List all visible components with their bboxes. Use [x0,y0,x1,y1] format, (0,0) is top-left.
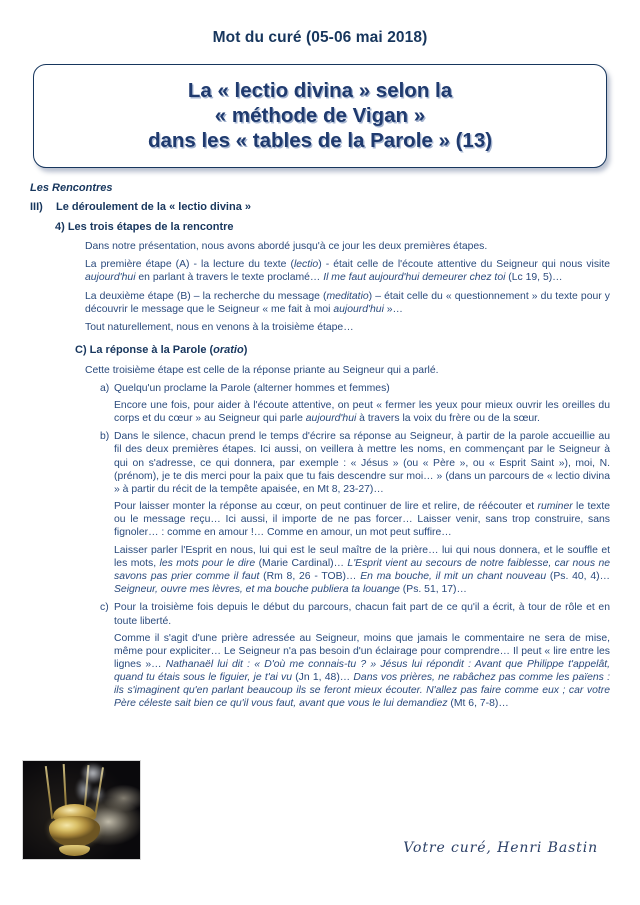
item-a-sub-italic: aujourd'hui [305,413,357,425]
item-b-sub1-part-3: le texte ou le message reçu… Ici aussi, il importe de ne pas forcer… Laisser venir, sans trop construire, sans fignoler… : comme en amour !… Comme en amour, un mot peut suffire… [114,500,611,538]
section-kicker: Les Rencontres [30,182,113,194]
paragraph-transition: Tout naturellement, nous en venons à la troisième étape… [85,321,354,333]
document-body [0,182,640,710]
thurible-incense-photo [22,760,141,860]
banner-line-2: « méthode de Vigan » [214,104,426,127]
heading-section-letter-c [75,344,610,357]
paragraph-second-step [30,290,610,316]
photo-background [23,761,140,859]
heading-section-roman [30,201,610,214]
censer-base [59,845,89,856]
banner-line-1: La « lectio divina » selon la [187,79,453,102]
signature: Votre curé, Henri Bastin [403,840,598,856]
title-banner-wrapper [33,64,607,168]
item-b-sub2-part-5: (Rm 8, 26 - TOB)… [259,571,361,583]
p3-italic-meditatio: meditatio [326,290,369,302]
list-item-b-text: Dans le silence, chacun prend le temps d'écrire sa réponse au Seigneur, à partir de la parole accueillie au fil des deux premières étapes. Ici aussi, on veillera à mettre les noms, en commençant par le Seigneur à qui on s'adresse, ce qui donnera, par exemple : « Jésus » (ou « Père », ou « Esprit Saint »), moi, N. (prénom), je te dis merci pour la paix que tu fais descendre sur moi… » (dans un parcours de « lectio divina » à partir du récit de la tempête apaisée, en Mt 8, 23-27)… [114,431,610,495]
list-item-b-marker: b) [100,431,110,443]
list-item-a [30,382,610,395]
item-c-sub-part-5: (Mt 6, 7-8)… [447,698,509,710]
item-b-sub1-italic-ruminer: ruminer [537,500,573,512]
page-header-title: Mot du curé (05-06 mai 2018) [212,29,428,46]
item-b-sub2-part-3: (Marie Cardinal)… [255,558,348,570]
p3-part-a: La deuxième étape (B) – la recherche du message ( [85,290,327,302]
letter-c-part-c: ) [243,343,248,356]
list-item-c [30,601,610,627]
p3-italic-aujourdhui: aujourd'hui [333,303,384,315]
p2-italic-lectio: lectio [293,259,319,271]
item-b-sub2-part-9: (Ps. 51, 17)… [399,584,467,596]
paragraph-item-a-sub [30,399,610,425]
banner-line-3: dans les « tables de la Parole » (13) [147,129,493,152]
paragraph-first-step [30,258,610,284]
p2-part-a: La première étape (A) - la lecture du texte ( [85,259,294,271]
paragraph-third-step-intro: Cette troisième étape est celle de la réponse priante au Seigneur qui a parlé. [85,364,439,376]
p2-italic-aujourdhui: aujourd'hui [85,272,136,284]
item-b-sub2-part-1: Laisser parler l'Esprit en nous, lui qui est le seul maître de la prière… lui qui nous donnera, et le souffle et les mots, [114,545,610,570]
paragraph-item-c-sub [30,632,610,711]
list-item-c-text: Pour la troisième fois depuis le début du parcours, chacun fait part de ce qu'il a écrit, à tour de rôle et en toute liberté. [114,602,610,627]
list-item-c-marker: c) [100,602,109,614]
paragraph-item-b-sub-1 [30,500,610,539]
p2-italic-quote: Il me faut aujourd'hui demeurer chez toi [323,272,506,284]
item-b-sub2-italic-mots: les mots pour le dire [159,558,256,570]
list-item-a-marker: a) [100,383,110,395]
item-c-sub-italic-mt6: Dans vos prières, ne rabâchez pas comme les païens : ils s'imaginent qu'en parlant beaucoup ils se feront mieux écouter. N'allez pas faire comme eux ; car votre Père céleste sait bien ce qu'il vous faut, avant que vous le lui demandiez [114,671,610,710]
item-c-sub-part-3: (Jn 1, 48)… [291,671,354,683]
censer-body [49,816,100,847]
paragraph-item-b-sub-2 [30,544,610,596]
list-item-a-text: Quelqu'un proclame la Parole (alterner hommes et femmes) [114,383,390,395]
item-c-sub-part-1: Comme il s'agit d'une prière adressée au Seigneur, moins que jamais le commentaire ne sera de mise, même pour expliciter… Le Seigneur n'a pas besoin d'un éclairage pour comprendre… Il peut « lire entre les lignes »… [114,632,610,670]
item-a-sub-part-1: Encore une fois, pour aider à l'écoute attentive, on peut « fermer les yeux pour mieux ouvrir les oreilles du corps et du cœur » au Seigneur qui parle [114,400,610,425]
censer-chain-icon [44,766,52,819]
paragraph-intro: Dans notre présentation, nous avons abordé jusqu'à ce jour les deux premières étapes. [85,241,488,253]
roman-number: III) [30,201,43,214]
p2-part-e: en parlant à travers le texte proclamé… [135,272,324,284]
p3-part-e: »… [383,303,403,315]
letter-c-italic-oratio: oratio [213,343,244,356]
list-item-b [30,430,610,495]
item-b-sub1-part-1: Pour laisser monter la réponse au cœur, on peut continuer de lire et relire, de réécouter et [114,500,538,512]
p3-part-c: ) – était celle du « questionnement » du texte pour y découvrir le message que le Seigneur « me fait à moi [85,290,611,315]
p2-part-g: (Lc 19, 5)… [505,272,563,284]
item-b-sub2-italic-ps51: Seigneur, ouvre mes lèvres, et ma bouche publiera ta louange [114,584,400,596]
item-b-sub2-italic-rm8: L'Esprit vient au secours de notre faiblesse, car nous ne savons pas prier comme il faut [114,558,611,583]
title-banner [33,64,607,168]
p2-part-c: ) - était celle de l'écoute attentive du Seigneur qui nous visite [318,259,611,271]
letter-c-part-a: C) La réponse à la Parole ( [75,343,214,356]
item-c-sub-italic-jn1: Nathanaël lui dit : « D'où me connais-tu ? » Jésus lui répondit : Avant que Philippe t'appelât, quand tu étais sous le figuier, je t'ai vu [114,658,611,683]
roman-title: Le déroulement de la « lectio divina » [56,201,252,214]
item-a-sub-part-3: à travers la voix du frère ou de la sœur. [356,413,540,425]
heading-section-number: 4) Les trois étapes de la rencontre [55,221,234,234]
item-b-sub2-italic-ps40: En ma bouche, il mit un chant nouveau [360,571,547,583]
item-b-sub2-part-7: (Ps. 40, 4)… [546,571,610,583]
